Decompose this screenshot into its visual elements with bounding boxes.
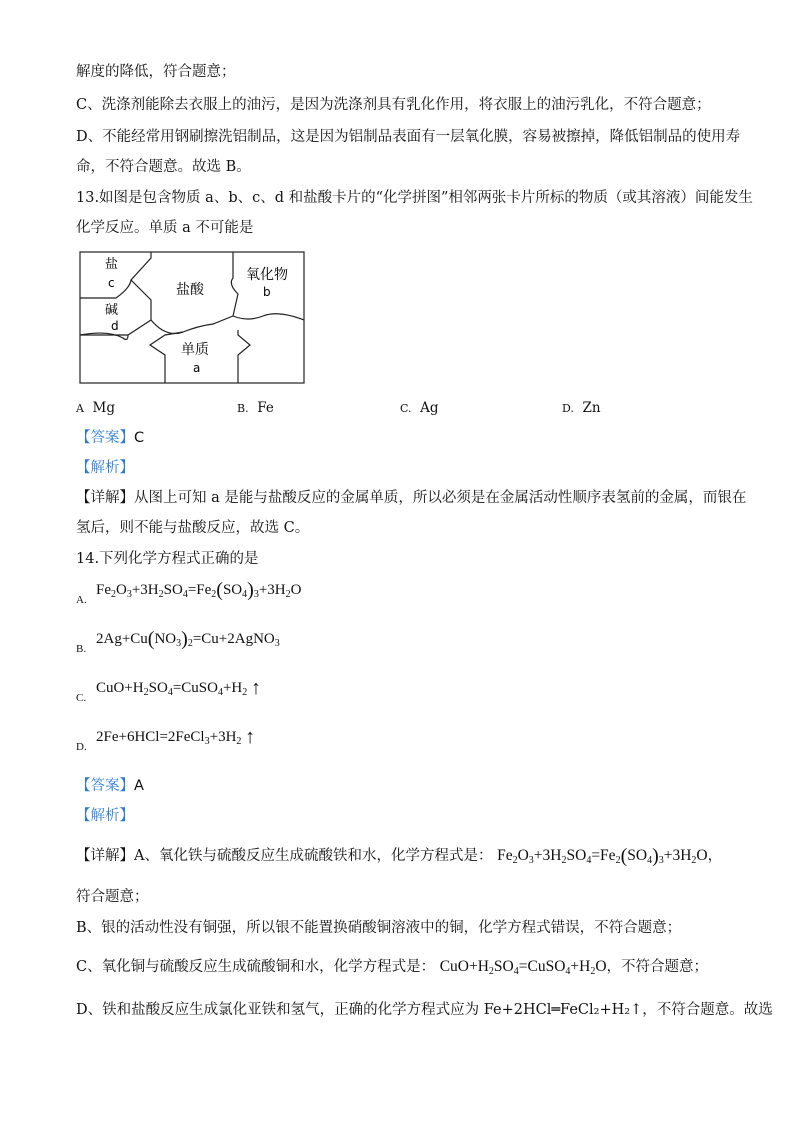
answer-line — [76, 428, 144, 448]
element-letter: a — [193, 361, 201, 375]
option-letter: C. — [400, 402, 412, 415]
element-label: 单质 — [181, 342, 209, 358]
question-13-stem-cont: 化学反应。单质 a 不可能是 — [76, 220, 254, 236]
detail-line-c — [76, 957, 708, 982]
detail-line: 氢后，则不能与盐酸反应，故选 C。 — [76, 520, 310, 536]
equation-a[interactable]: $Fe_2O_3+3H_2SO_4=Fe_2(SO_4)_3+3H_2O$ — [96, 579, 302, 601]
chemistry-jigsaw-diagram — [78, 250, 308, 385]
option-a[interactable] — [76, 400, 115, 416]
detail-line-a — [76, 846, 722, 871]
answer-line — [76, 776, 144, 796]
oxide-letter: b — [263, 285, 271, 299]
equation-d[interactable]: $2Fe+6HCl=2FeCl_3+3H_2$ ↑ — [96, 726, 256, 748]
option-text: Fe — [257, 400, 274, 416]
text-line: 命，不符合题意。故选 B。 — [76, 159, 251, 175]
base-label: 碱 — [105, 303, 119, 318]
option-text: Zn — [582, 400, 601, 416]
question-14-stem: 14.下列化学方程式正确的是 — [76, 551, 259, 567]
salt-label: 盐 — [105, 257, 119, 272]
detail-text: 【详解】A、氧化铁与硫酸反应生成硫酸铁和水，化学方程式是： — [76, 848, 493, 864]
base-letter: d — [111, 319, 119, 333]
oxide-label: 氧化物 — [246, 267, 288, 283]
answer-tag: 【答案】 — [76, 430, 134, 446]
equation-b[interactable]: $2Ag+Cu(NO_3)_2=Cu+2AgNO_3$ — [96, 628, 280, 650]
answer-tag: 【答案】 — [76, 778, 134, 794]
inline-equation: $CuO+H_2SO_4=CuSO_4+H_2O$ — [439, 958, 607, 977]
answer-value: C — [134, 430, 145, 446]
equation-c[interactable]: $CuO+H_2SO_4=CuSO_4+H_2$ ↑ — [96, 677, 262, 699]
option-letter: C. — [76, 692, 87, 704]
detail-text: ， — [707, 848, 723, 864]
salt-letter: c — [108, 276, 115, 290]
detail-line: D、铁和盐酸反应生成氯化亚铁和氢气，正确的化学方程式应为 Fe+2HCl═FeCl₂+H₂↑，不符合题意。故选 — [76, 1002, 773, 1018]
option-letter: A — [76, 402, 84, 415]
acid-label: 盐酸 — [176, 282, 204, 298]
detail-line: B、银的活动性没有铜强，所以银不能置换硝酸铜溶液中的铜，化学方程式错误，不符合题意； — [76, 920, 682, 936]
detail-text: ，不符合题意； — [606, 959, 709, 975]
detail-text: C、氧化铜与硫酸反应生成硫酸铜和水，化学方程式是： — [76, 959, 436, 975]
option-b[interactable] — [237, 400, 274, 416]
text-line: D、不能经常用钢刷擦洗铝制品，这是因为铝制品表面有一层氧化膜，容易被擦掉，降低铝制品的使用寿 — [76, 129, 741, 145]
detail-line: 【详解】从图上可知 a 是能与盐酸反应的金属单质，所以必须是在金属活动性顺序表氢前的金属，而银在 — [76, 490, 747, 506]
option-letter: B. — [76, 643, 87, 655]
detail-line: 符合题意； — [76, 889, 149, 905]
option-c[interactable] — [400, 400, 439, 416]
text-line: 解度的降低，符合题意； — [76, 64, 236, 80]
option-d[interactable] — [562, 400, 601, 416]
option-letter: D. — [562, 402, 574, 415]
question-13-stem: 13.如图是包含物质 a、b、c、d 和盐酸卡片的“化学拼图”相邻两张卡片所标的物质（或其溶液）间能发生 — [76, 190, 753, 206]
text-line: C、洗涤剂能除去衣服上的油污，是因为洗涤剂具有乳化作用，将衣服上的油污乳化，不符合题意； — [76, 97, 711, 113]
analysis-label: 【解析】 — [76, 808, 134, 824]
analysis-tag — [76, 458, 134, 478]
option-text: Mg — [92, 400, 116, 416]
analysis-label: 【解析】 — [76, 460, 134, 476]
analysis-tag — [76, 806, 134, 826]
option-letter: D. — [76, 741, 87, 753]
answer-value: A — [134, 778, 144, 794]
option-letter: B. — [237, 402, 249, 415]
inline-equation: $Fe_2O_3+3H_2SO_4=Fe_2(SO_4)_3+3H_2O$ — [497, 845, 708, 867]
option-text: Ag — [420, 400, 439, 416]
option-letter: A. — [76, 594, 87, 606]
